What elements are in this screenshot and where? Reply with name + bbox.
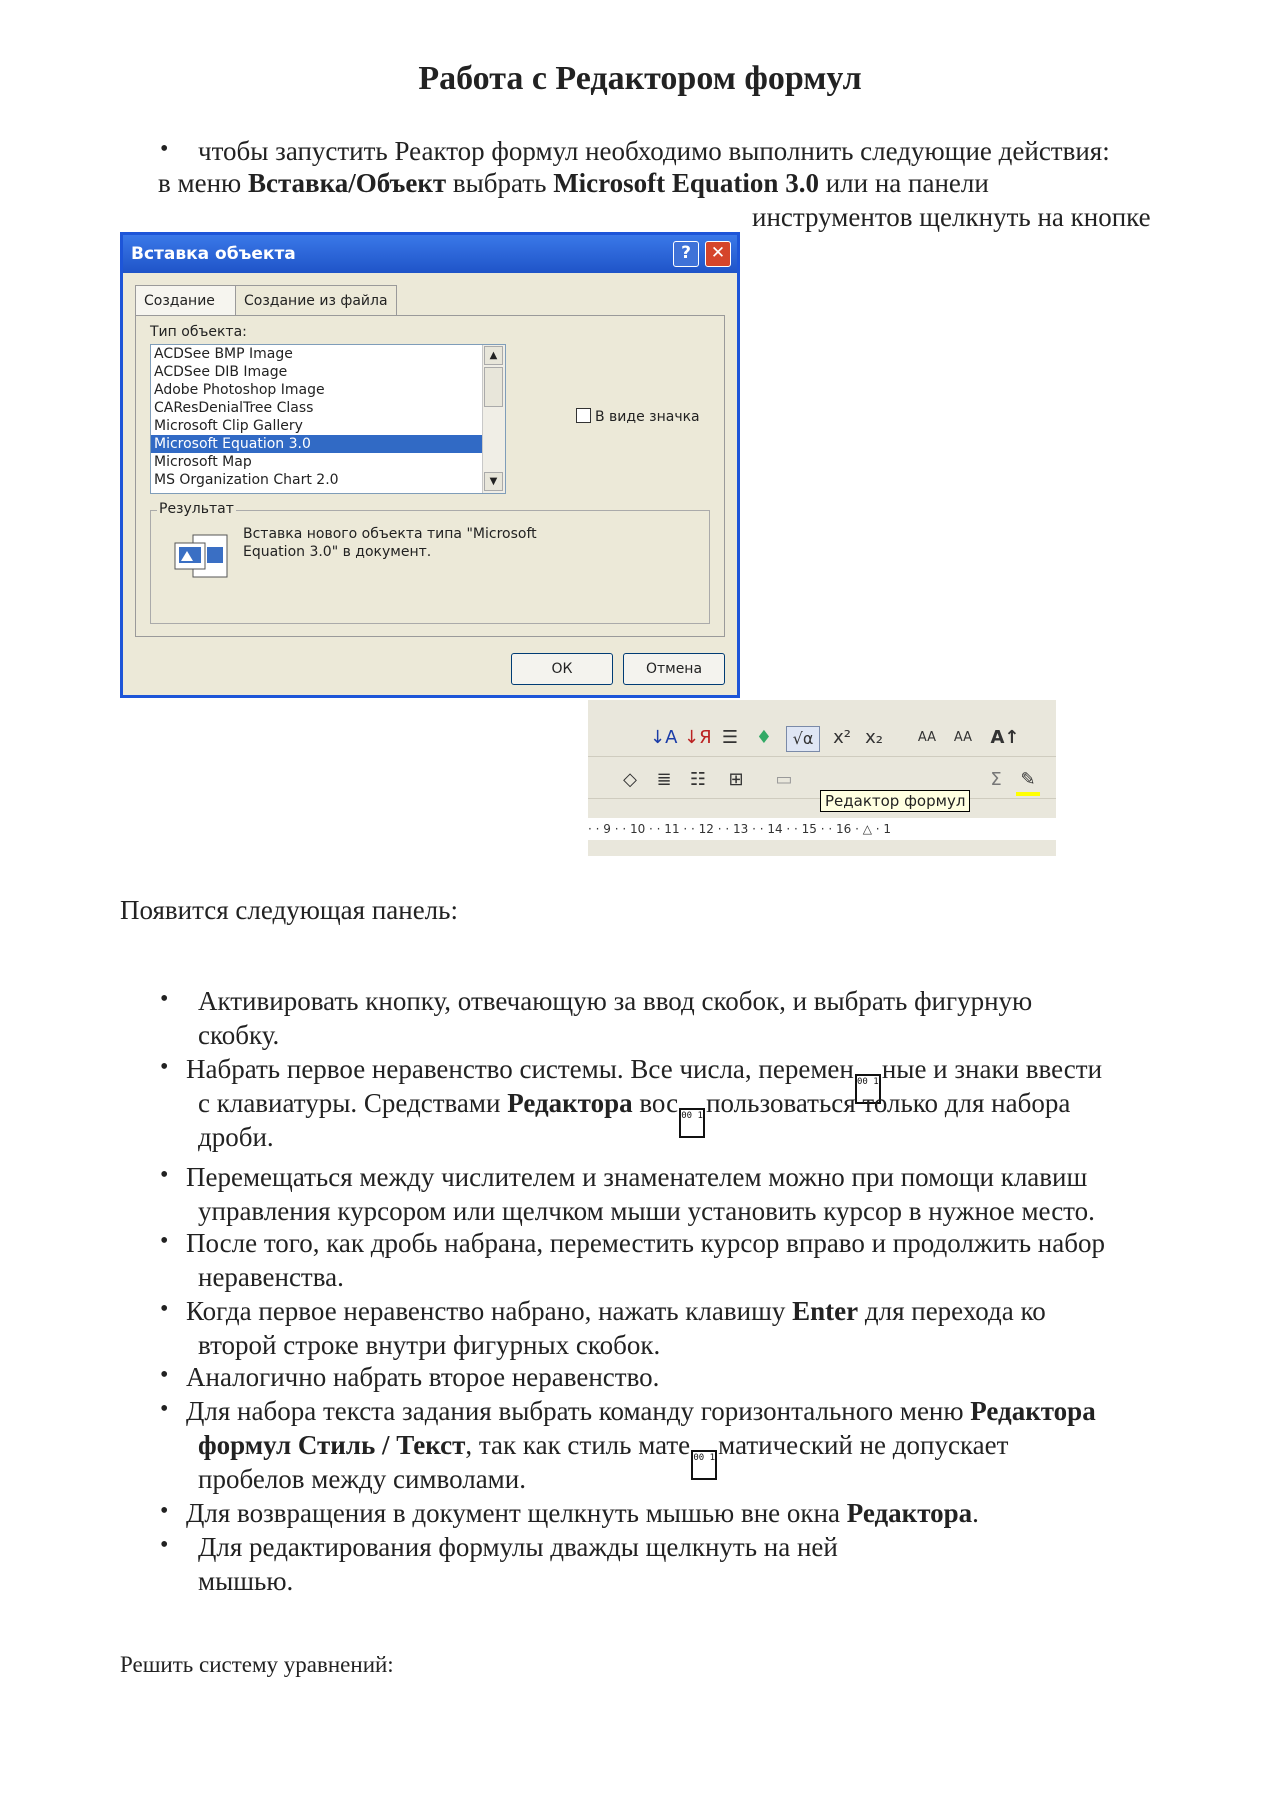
step-1-cont: скобку. (198, 1020, 280, 1050)
step-2-cont (198, 1086, 1070, 1138)
bullet: • (160, 1296, 169, 1322)
list-item[interactable]: MS Organization Chart 2.0 (154, 472, 339, 488)
result-legend: Результат (159, 501, 234, 517)
step-text: ные и знаки ввести (881, 1054, 1103, 1084)
superscript-icon[interactable]: x² (833, 727, 851, 748)
step-text: . (972, 1498, 979, 1528)
tab-create[interactable]: Создание (135, 285, 245, 316)
list-item[interactable]: ACDSee DIB Image (154, 364, 288, 380)
list-item[interactable]: CAResDenialTree Class (154, 400, 314, 416)
sort-asc-icon[interactable]: ↓A (650, 727, 678, 748)
graphic-icon[interactable]: ♦ (755, 727, 773, 748)
borders-icon[interactable]: ⊞ (728, 769, 744, 790)
intro-line-2 (158, 166, 989, 200)
frame-icon[interactable]: ▭ (775, 769, 793, 790)
scroll-down-icon[interactable]: ▼ (484, 472, 503, 491)
step-4-cont: неравенства. (198, 1262, 344, 1292)
checkbox-icon[interactable] (576, 408, 591, 423)
eraser-icon[interactable]: ◇ (623, 769, 637, 790)
step-text: с клавиатуры. Средствами (198, 1088, 508, 1118)
step-text: Когда первое неравенство набрано, нажать клавишу (186, 1296, 793, 1326)
bullet: • (160, 1362, 169, 1388)
insert-object-dialog (120, 232, 740, 698)
list-item[interactable]: Microsoft Clip Gallery (154, 418, 303, 434)
panel-caption: Появится следующая панель: (120, 895, 458, 925)
list-item[interactable]: Adobe Photoshop Image (154, 382, 325, 398)
word-toolbar-screenshot (588, 700, 1056, 856)
document-icon (173, 533, 231, 583)
missing-glyph: 00 1 (679, 1108, 705, 1138)
cancel-button[interactable]: Отмена (623, 653, 725, 685)
bullet: • (160, 1396, 169, 1422)
tab-create-from-file[interactable]: Создание из файла (235, 285, 397, 316)
step-text: матический не допускает (718, 1430, 1009, 1460)
equation-editor-icon[interactable]: √α (786, 726, 820, 752)
intro-line-3: инструментов щелкнуть на кнопке (752, 202, 1151, 232)
step-text: Для набора текста задания выбрать команду горизонтального меню (186, 1396, 971, 1426)
task-heading: Решить систему уравнений: (120, 1652, 394, 1677)
dialog-titlebar (123, 235, 737, 273)
step-9: Для редактирования формулы дважды щелкнуть на ней (198, 1532, 838, 1562)
bold-term: Редактора (970, 1396, 1096, 1426)
result-group (150, 501, 710, 624)
ruler[interactable]: · · 9 · · 10 · · 11 · · 12 · · 13 · · 14 · · 15 · · 16 · △ · 1 (588, 818, 1056, 840)
intro-text: в меню (158, 168, 248, 198)
intro-text: или на панели (818, 168, 989, 198)
sort-desc-icon[interactable]: ↓Я (684, 727, 712, 748)
bold-term: Редактора (846, 1498, 973, 1528)
step-9-cont: мышью. (198, 1566, 294, 1596)
step-text: вос (632, 1088, 679, 1118)
bullet: • (160, 1054, 169, 1080)
bullet: • (160, 1228, 169, 1254)
as-icon-checkbox[interactable] (576, 408, 700, 425)
dialog-panel (135, 315, 725, 637)
font-size-icon[interactable]: A↑ (990, 727, 1020, 748)
highlight-icon[interactable]: ✎ (1016, 768, 1040, 796)
step-2-end: дроби. (198, 1122, 274, 1152)
step-5-cont: второй строке внутри фигурных скобок. (198, 1330, 661, 1360)
step-7 (186, 1394, 1096, 1428)
bullet: • (160, 1162, 169, 1188)
bullet: • (160, 136, 169, 162)
object-type-list[interactable] (150, 344, 506, 494)
result-description: Вставка нового объекта типа "Microsoft Equation 3.0" в документ. (243, 526, 537, 560)
step-6: Аналогично набрать второе неравенство. (186, 1362, 660, 1392)
step-text: для перехода ко (858, 1296, 1046, 1326)
bullet: • (160, 1498, 169, 1524)
shrink-font-icon[interactable]: AA (953, 730, 973, 745)
step-5 (186, 1294, 1046, 1328)
bold-term: формул Стиль / Текст (198, 1430, 466, 1460)
page-title: Работа с Редактором формул (418, 60, 862, 97)
step-text: Набрать первое неравенство системы. Все числа, перемен (186, 1054, 854, 1084)
dialog-title: Вставка объекта (131, 244, 296, 264)
subscript-icon[interactable]: x₂ (865, 727, 883, 748)
toolbar-row-1 (588, 720, 1056, 757)
scroll-thumb[interactable] (484, 367, 503, 407)
object-type-label: Тип объекта: (150, 324, 247, 340)
missing-glyph: 00 1 (855, 1074, 881, 1104)
missing-glyph: 00 1 (691, 1450, 717, 1480)
bold-term: Редактора (507, 1088, 633, 1118)
step-4: После того, как дробь набрана, переместить курсор вправо и продолжить набор (186, 1228, 1105, 1258)
bold-term: Enter (792, 1296, 859, 1326)
list-item[interactable]: Microsoft Map (154, 454, 252, 470)
intro-text: выбрать (446, 168, 554, 198)
as-icon-label: В виде значка (595, 409, 700, 425)
step-text: Для возвращения в документ щелкнуть мышью вне окна (186, 1498, 847, 1528)
list-item[interactable]: ACDSee BMP Image (154, 346, 293, 362)
step-7-end: пробелов между символами. (198, 1464, 526, 1494)
bullet: • (160, 986, 169, 1012)
tooltip: Редактор формул (820, 790, 970, 812)
list-scrollbar[interactable] (482, 345, 505, 493)
equation-name: Microsoft Equation 3.0 (553, 168, 819, 198)
step-1: Активировать кнопку, отвечающую за ввод скобок, и выбрать фигурную (198, 986, 1033, 1016)
scroll-up-icon[interactable]: ▲ (484, 346, 503, 365)
table-icon[interactable]: ☰ (721, 727, 739, 748)
step-text: , так как стиль мате (465, 1430, 691, 1460)
intro-line-1: чтобы запустить Реактор формул необходимо выполнить следующие действия: (198, 136, 1110, 166)
columns-icon[interactable]: ☷ (689, 769, 707, 790)
list-item-selected[interactable]: Microsoft Equation 3.0 (151, 435, 505, 453)
ok-button[interactable]: ОК (511, 653, 613, 685)
bullet: • (160, 1532, 169, 1558)
align-icon[interactable]: ≣ (656, 769, 672, 790)
step-3: Перемещаться между числителем и знаменателем можно при помощи клавиш (186, 1162, 1088, 1192)
step-8 (186, 1496, 979, 1530)
grow-font-icon[interactable]: AA (917, 730, 937, 745)
step-text: пользоваться только для набора (706, 1088, 1071, 1118)
help-icon[interactable]: ? (673, 241, 699, 267)
step-3-cont: управления курсором или щелчком мыши установить курсор в нужное место. (198, 1196, 1095, 1226)
menu-path: Вставка/Объект (247, 168, 447, 198)
autosum-icon[interactable]: Σ (990, 769, 1002, 790)
close-icon[interactable]: ✕ (705, 241, 731, 267)
